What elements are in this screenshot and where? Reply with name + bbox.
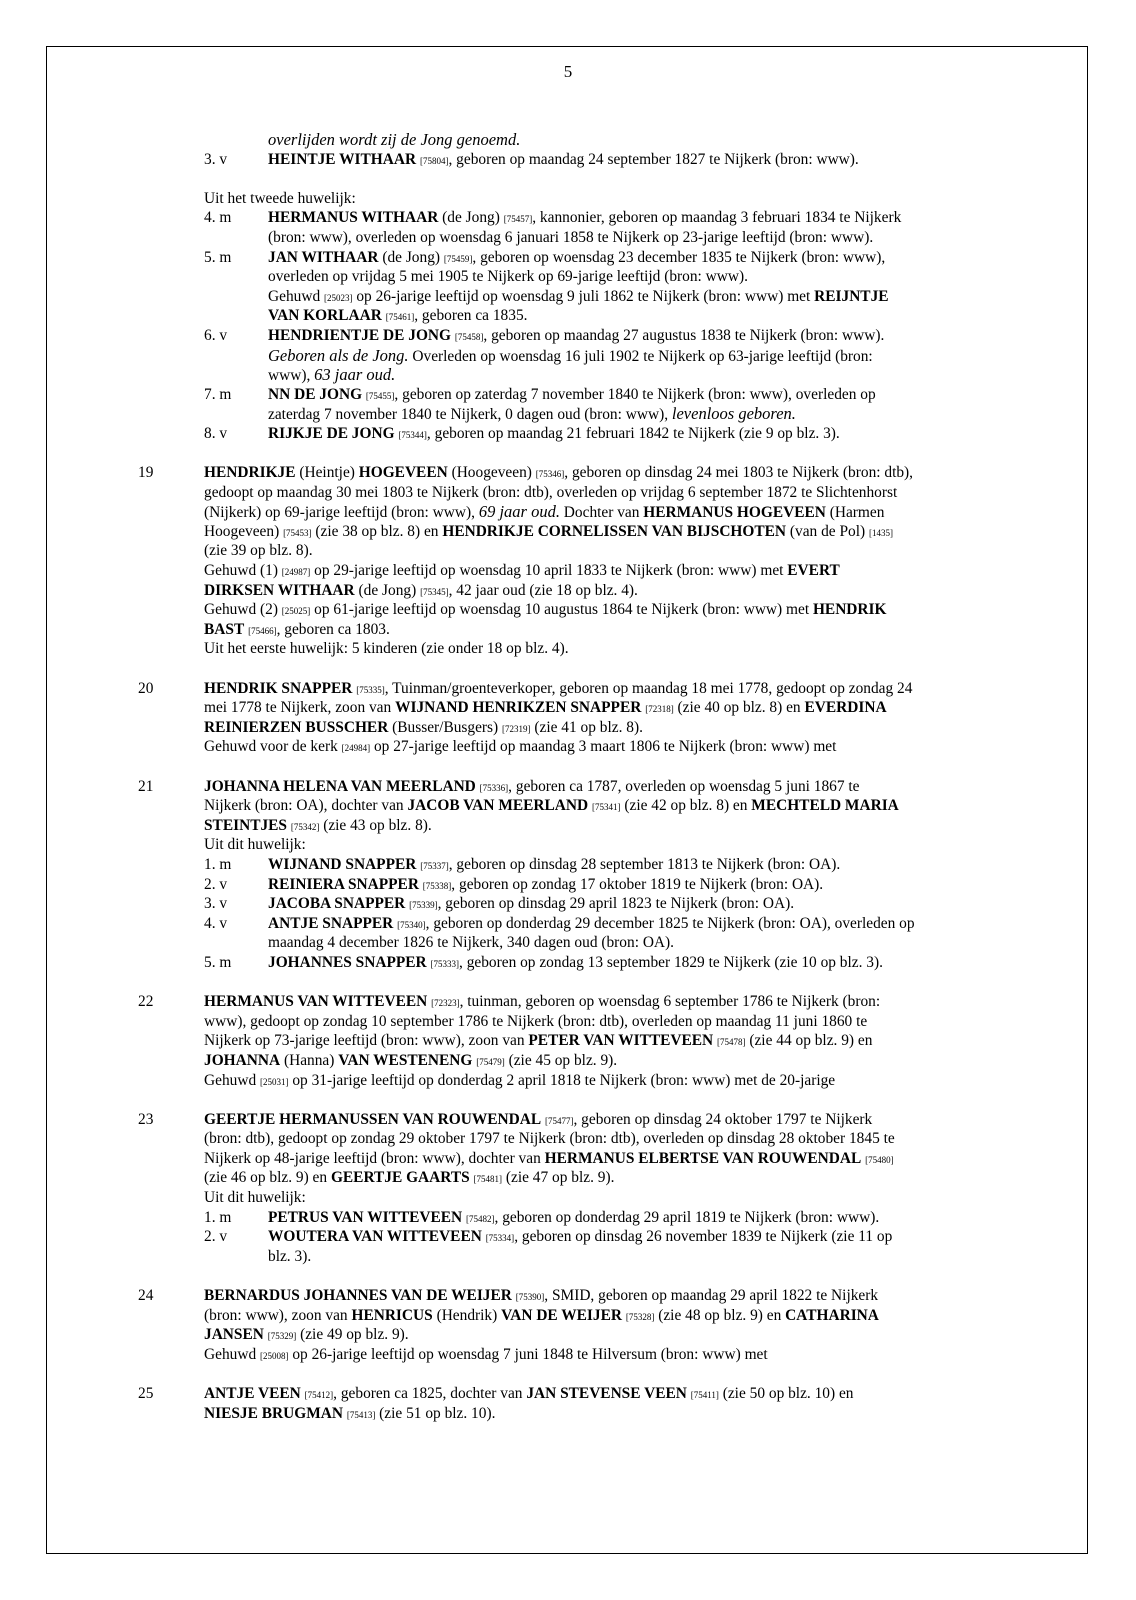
- text-segment: , geboren ca 1787, overleden op woensdag 5 juni 1867 te: [508, 777, 860, 795]
- child-text: [268, 855, 840, 877]
- text-segment: (bron: dtb), gedoopt op zondag 29 oktober 1797 te Nijkerk (bron: dtb), overleden op dinsdag 28 oktober 1845 te: [204, 1130, 895, 1148]
- person-name: STEINTJES: [204, 816, 287, 834]
- person-name: ANTJE SNAPPER: [268, 914, 394, 932]
- text-line: [0, 835, 1136, 855]
- record-id: [75335]: [356, 684, 385, 695]
- text-segment: (Hoogeveen): [447, 464, 536, 482]
- text-line: [0, 600, 1136, 620]
- text-segment: (zie 41 op blz. 8).: [530, 718, 643, 736]
- text-line: [0, 777, 1136, 797]
- text-segment: gedoopt op maandag 30 mei 1803 te Nijkerk (bron: dtb), overleden op vrijdag 6 september 1872 te Slichtenhorst: [204, 483, 898, 501]
- note-italic: 63 jaar oud.: [314, 365, 396, 385]
- person-name: JOHANNA: [204, 1051, 281, 1069]
- line-gap: [0, 169, 1136, 189]
- text-line: [0, 581, 1136, 601]
- person-name: HERMANUS WITHAAR: [268, 209, 439, 227]
- entry-block: [0, 130, 1136, 444]
- text-segment: (Harmen: [825, 504, 885, 522]
- person-name: JOHANNA HELENA VAN MEERLAND: [204, 777, 476, 795]
- block-gap: [0, 1364, 1136, 1384]
- text-line: [0, 1325, 1136, 1345]
- note-italic: 69 jaar oud.: [478, 502, 560, 522]
- text-segment: (zie 49 op blz. 9).: [296, 1326, 409, 1344]
- text-line: [0, 914, 1136, 934]
- block-gap: [0, 1090, 1136, 1110]
- entry-number: 24: [138, 1287, 154, 1305]
- person-name: REINIERZEN BUSSCHER: [204, 718, 389, 736]
- child-text: [268, 248, 885, 270]
- text-segment: , geboren op maandag 27 augustus 1838 te Nijkerk (bron: www).: [483, 326, 885, 344]
- text-line: [0, 1345, 1136, 1365]
- text-line: [0, 326, 1136, 346]
- record-id: [24984]: [341, 743, 371, 754]
- person-name: HERMANUS ELBERTSE VAN ROUWENDAL: [544, 1149, 862, 1167]
- text-line: [0, 365, 1136, 385]
- record-id: [75466]: [248, 625, 277, 636]
- note-italic: Geboren als de Jong.: [268, 345, 409, 365]
- text-segment: www), gedoopt op zondag 10 september 1786 te Nijkerk (bron: dtb), overleden op maandag 11 juni 1860 te: [204, 1012, 868, 1030]
- text-segment: Uit dit huwelijk:: [204, 836, 306, 854]
- text-segment: op 26-jarige leeftijd op woensdag 7 juni 1848 te Hilversum (bron: www) met: [288, 1345, 768, 1363]
- child-code: 6. v: [204, 326, 228, 344]
- text-segment: (de Jong): [354, 581, 421, 599]
- record-id: [25025]: [281, 606, 311, 617]
- person-name: NN DE JONG: [268, 385, 363, 403]
- text-segment: , geboren op donderdag 29 december 1825 te Nijkerk (bron: OA), overleden op: [425, 914, 915, 932]
- person-name: JOHANNES SNAPPER: [268, 953, 427, 971]
- text-segment: (zie 38 op blz. 8) en: [311, 522, 443, 540]
- child-code: 3. v: [204, 150, 228, 168]
- person-name: JACOBA SNAPPER: [268, 895, 406, 913]
- document-body: [0, 130, 1136, 1423]
- record-id: [75804]: [419, 155, 449, 166]
- child-text: [268, 150, 859, 172]
- text-segment: , kannonier, geboren op maandag 3 februari 1834 te Nijkerk: [532, 209, 902, 227]
- text-segment: Overleden op woensdag 16 juli 1902 te Nijkerk op 63-jarige leeftijd (bron:: [408, 347, 873, 365]
- text-line: [0, 1286, 1136, 1306]
- text-line: [0, 1168, 1136, 1188]
- record-id: [75338]: [422, 880, 452, 891]
- record-id: [75329]: [267, 1331, 297, 1342]
- record-id: [75346]: [535, 469, 565, 480]
- text-segment: (zie 45 op blz. 9).: [504, 1051, 618, 1069]
- entry-number: 22: [138, 993, 154, 1011]
- text-line: [0, 1051, 1136, 1071]
- child-text: [268, 875, 823, 897]
- text-line: [0, 992, 1136, 1012]
- text-line: [0, 1110, 1136, 1130]
- text-segment: (van de Pol): [786, 522, 869, 540]
- person-name: PETRUS VAN WITTEVEEN: [268, 1208, 463, 1226]
- person-name: WOUTERA VAN WITTEVEEN: [268, 1228, 482, 1246]
- child-code: 1. m: [204, 855, 232, 873]
- child-text: [268, 385, 876, 407]
- text-line: [0, 1129, 1136, 1149]
- text-segment: overleden op vrijdag 5 mei 1905 te Nijkerk op 69-jarige leeftijd (bron: www).: [268, 268, 748, 286]
- record-id: [75459]: [443, 253, 473, 264]
- text-line: [0, 1149, 1136, 1169]
- text-segment: op 61-jarige leeftijd op woensdag 10 augustus 1864 te Nijkerk (bron: www) met: [310, 601, 813, 619]
- text-line: [0, 1071, 1136, 1091]
- person-name: HENDRIKJE CORNELISSEN VAN BIJSCHOTEN: [442, 522, 787, 540]
- entry-block: [0, 463, 1136, 659]
- child-code: 5. m: [204, 248, 232, 266]
- record-id: [75390]: [515, 1292, 545, 1303]
- text-line: [0, 541, 1136, 561]
- text-line: [0, 639, 1136, 659]
- text-segment: , geboren op donderdag 29 april 1819 te Nijkerk (bron: www).: [494, 1208, 880, 1226]
- record-id: [75336]: [479, 782, 509, 793]
- person-name: HENDRIKJE: [204, 464, 296, 482]
- text-segment: Hoogeveen): [204, 522, 284, 540]
- text-segment: mei 1778 te Nijkerk, zoon van: [204, 699, 396, 717]
- child-code: 7. m: [204, 385, 232, 403]
- text-line: [0, 404, 1136, 424]
- text-line: [0, 1188, 1136, 1208]
- child-code: 3. v: [204, 895, 228, 913]
- text-line: [0, 306, 1136, 326]
- text-segment: (zie 50 op blz. 10) en: [718, 1385, 854, 1402]
- text-segment: Gehuwd: [268, 287, 324, 305]
- text-segment: www),: [268, 367, 315, 385]
- text-segment: (bron: www), overleden op woensdag 6 januari 1858 te Nijkerk op 23-jarige leeftijd (bron: www).: [268, 228, 874, 246]
- person-name: HOGEVEEN: [358, 464, 448, 482]
- text-line: [0, 1208, 1136, 1228]
- record-id: [25023]: [324, 292, 353, 303]
- text-line: [0, 424, 1136, 444]
- person-name: HENDRIENTJE DE JONG: [268, 326, 452, 344]
- entry-block: [0, 1286, 1136, 1364]
- text-segment: , geboren op zondag 13 september 1829 te Nijkerk (zie 10 op blz. 3).: [459, 953, 883, 971]
- person-name: MECHTELD MARIA: [751, 797, 899, 815]
- entry-number: 20: [138, 679, 154, 697]
- person-name: CATHARINA: [785, 1306, 879, 1324]
- record-id: [75328]: [625, 1311, 655, 1322]
- person-name: WIJNAND SNAPPER: [268, 855, 417, 873]
- block-gap: [0, 757, 1136, 777]
- text-segment: Gehuwd: [204, 1071, 260, 1089]
- record-id: [75453]: [283, 527, 312, 538]
- person-name: VAN DE WEIJER: [501, 1306, 622, 1324]
- text-segment: (zie 44 op blz. 9) en: [745, 1032, 873, 1050]
- block-gap: [0, 1266, 1136, 1286]
- text-line: [0, 933, 1136, 953]
- record-id: [75413]: [346, 1409, 376, 1420]
- child-text: [268, 424, 840, 446]
- record-id: [75345]: [420, 586, 449, 597]
- entry-number: 19: [138, 464, 154, 482]
- person-name: JAN STEVENSE VEEN: [526, 1385, 687, 1402]
- text-segment: (zie 43 op blz. 8).: [319, 816, 432, 834]
- child-code: 2. v: [204, 1228, 228, 1246]
- page-number: 5: [563, 62, 573, 81]
- record-id: [1435]: [868, 527, 893, 538]
- text-line: [0, 894, 1136, 914]
- record-id: [75337]: [420, 860, 449, 871]
- person-name: EVERDINA: [804, 699, 887, 717]
- text-segment: Nijkerk op 48-jarige leeftijd (bron: www), dochter van: [204, 1149, 545, 1167]
- text-segment: maandag 4 december 1826 te Nijkerk, 340 dagen oud (bron: OA).: [268, 934, 675, 952]
- person-name: REIJNTJE: [814, 287, 889, 305]
- text-segment: (Heintje): [295, 464, 359, 482]
- text-segment: , tuinman, geboren op woensdag 6 september 1786 te Nijkerk (bron:: [459, 993, 881, 1011]
- child-code: 4. v: [204, 914, 228, 932]
- child-code: 1. m: [204, 1208, 232, 1226]
- block-gap: [0, 444, 1136, 464]
- text-segment: op 29-jarige leeftijd op woensdag 10 april 1833 te Nijkerk (bron: www) met: [310, 562, 788, 580]
- child-text: [268, 894, 794, 916]
- text-line: [0, 953, 1136, 973]
- text-segment: , Tuinman/groenteverkoper, geboren op maandag 18 mei 1778, gedoopt op zondag 24: [384, 679, 913, 697]
- record-id: [75458]: [454, 331, 484, 342]
- text-line: [0, 522, 1136, 542]
- text-segment: (zie 51 op blz. 10).: [375, 1404, 496, 1422]
- record-id: [75479]: [476, 1056, 505, 1067]
- record-id: [25008]: [260, 1350, 289, 1361]
- entry-block: [0, 679, 1136, 757]
- text-line: [0, 267, 1136, 287]
- record-id: [75334]: [485, 1233, 515, 1244]
- person-name: HENRICUS: [351, 1306, 433, 1324]
- person-name: HENDRIK SNAPPER: [204, 679, 353, 697]
- text-segment: Dochter van: [559, 504, 644, 522]
- child-code: 2. v: [204, 875, 228, 893]
- text-line: [0, 737, 1136, 757]
- text-segment: (zie 42 op blz. 8) en: [620, 797, 752, 815]
- person-name: HEINTJE WITHAAR: [268, 150, 417, 168]
- text-line: [0, 855, 1136, 875]
- text-segment: (zie 46 op blz. 9) en: [204, 1169, 331, 1187]
- entry-block: [0, 992, 1136, 1090]
- entry-block: [0, 1384, 1136, 1423]
- text-segment: blz. 3).: [268, 1247, 312, 1265]
- record-id: [75457]: [503, 214, 533, 225]
- record-id: [75412]: [304, 1390, 334, 1400]
- text-line: [0, 463, 1136, 483]
- record-id: [75341]: [592, 802, 621, 813]
- text-segment: (Nijkerk) op 69-jarige leeftijd (bron: www),: [204, 504, 479, 522]
- person-name: NIESJE BRUGMAN: [204, 1404, 343, 1422]
- text-segment: , geboren op dinsdag 24 mei 1803 te Nijkerk (bron: dtb),: [564, 464, 914, 482]
- entry-block: [0, 1110, 1136, 1267]
- text-line: [0, 287, 1136, 307]
- text-segment: , geboren op dinsdag 24 oktober 1797 te Nijkerk: [573, 1110, 873, 1128]
- child-code: 8. v: [204, 424, 228, 442]
- child-text: [268, 208, 901, 230]
- text-line: [0, 248, 1136, 268]
- text-line: [0, 796, 1136, 816]
- text-segment: Nijkerk (bron: OA), dochter van: [204, 797, 408, 815]
- text-line: [0, 385, 1136, 405]
- person-name: HENDRIK: [812, 601, 887, 619]
- note-italic: overlijden wordt zij de Jong genoemd.: [268, 130, 521, 149]
- text-line: [0, 228, 1136, 248]
- person-name: DIRKSEN WITHAAR: [204, 581, 355, 599]
- record-id: [75482]: [466, 1213, 495, 1224]
- text-segment: Nijkerk op 73-jarige leeftijd (bron: www), zoon van: [204, 1032, 529, 1050]
- record-id: [24987]: [281, 567, 311, 578]
- record-id: [75480]: [865, 1154, 894, 1165]
- person-name: GEERTJE HERMANUSSEN VAN ROUWENDAL: [204, 1110, 542, 1128]
- child-code: 4. m: [204, 209, 232, 227]
- text-segment: (Busser/Busgers): [388, 718, 503, 736]
- person-name: VAN KORLAAR: [268, 307, 382, 325]
- text-segment: , geboren op zaterdag 7 november 1840 te Nijkerk (bron: www), overleden op: [394, 385, 876, 403]
- text-segment: (de Jong): [378, 248, 444, 266]
- text-line: [0, 346, 1136, 366]
- person-name: VAN WESTENENG: [338, 1051, 473, 1069]
- text-line: [0, 150, 1136, 170]
- record-id: [75340]: [397, 919, 426, 930]
- text-line: [0, 698, 1136, 718]
- person-name: BERNARDUS JOHANNES VAN DE WEIJER: [204, 1287, 512, 1305]
- record-id: [75339]: [409, 900, 438, 911]
- text-segment: Uit dit huwelijk:: [204, 1189, 306, 1207]
- text-line: [0, 483, 1136, 503]
- text-line: [0, 620, 1136, 640]
- text-segment: , geboren op woensdag 23 december 1835 te Nijkerk (bron: www),: [472, 248, 886, 266]
- text-segment: Gehuwd voor de kerk: [204, 738, 342, 756]
- text-segment: Uit het tweede huwelijk:: [204, 189, 356, 207]
- record-id: [25031]: [260, 1076, 289, 1087]
- text-segment: op 26-jarige leeftijd op woensdag 9 juli 1862 te Nijkerk (bron: www) met: [352, 287, 815, 305]
- person-name: JAN WITHAAR: [268, 248, 379, 266]
- text-line: [0, 1227, 1136, 1247]
- text-segment: Gehuwd (2): [204, 601, 282, 619]
- person-name: WIJNAND HENRIKZEN SNAPPER: [395, 699, 642, 717]
- text-segment: (zie 40 op blz. 8) en: [673, 699, 805, 717]
- note-italic: levenloos geboren.: [671, 404, 796, 424]
- text-segment: , geboren op dinsdag 26 november 1839 te Nijkerk (zie 11 op: [514, 1228, 893, 1246]
- entry-block: [0, 777, 1136, 973]
- record-id: [72319]: [502, 723, 531, 734]
- text-segment: , geboren ca 1835.: [414, 307, 528, 325]
- text-segment: (zie 47 op blz. 9).: [502, 1169, 615, 1187]
- text-segment: (zie 48 op blz. 9) en: [654, 1306, 786, 1324]
- record-id: [75333]: [430, 958, 459, 969]
- block-gap: [0, 659, 1136, 679]
- text-line: [0, 679, 1136, 699]
- text-line: [0, 561, 1136, 581]
- person-name: JANSEN: [204, 1326, 264, 1344]
- text-line: [0, 1404, 1136, 1424]
- record-id: [75481]: [473, 1174, 503, 1185]
- text-segment: (de Jong): [438, 209, 504, 227]
- block-gap: [0, 973, 1136, 993]
- text-segment: Gehuwd: [204, 1345, 260, 1363]
- text-line: [0, 208, 1136, 228]
- text-line: [0, 875, 1136, 895]
- record-id: [72323]: [431, 998, 460, 1009]
- person-name: RIJKJE DE JONG: [268, 424, 395, 442]
- record-id: [72318]: [645, 704, 674, 715]
- text-segment: (zie 39 op blz. 8).: [204, 542, 313, 560]
- person-name: EVERT: [787, 562, 840, 580]
- text-segment: , geboren op dinsdag 29 april 1823 te Nijkerk (bron: OA).: [437, 895, 795, 913]
- text-segment: op 27-jarige leeftijd op maandag 3 maart 1806 te Nijkerk (bron: www) met: [370, 738, 837, 756]
- text-segment: , 42 jaar oud (zie 18 op blz. 4).: [448, 581, 638, 599]
- person-name: ANTJE VEEN: [204, 1385, 301, 1402]
- entry-number: 23: [138, 1110, 154, 1128]
- person-name: GEERTJE GAARTS: [330, 1169, 470, 1187]
- child-text: [268, 326, 884, 348]
- text-line: [0, 189, 1136, 209]
- text-segment: op 31-jarige leeftijd op donderdag 2 april 1818 te Nijkerk (bron: www) met de 20-jarige: [288, 1071, 836, 1089]
- text-segment: , geboren ca 1803.: [276, 620, 390, 638]
- text-line: [0, 502, 1136, 522]
- record-id: [75477]: [544, 1115, 574, 1126]
- text-segment: Uit het eerste huwelijk: 5 kinderen (zie onder 18 op blz. 4).: [204, 640, 569, 658]
- text-segment: , geboren ca 1825, dochter van: [333, 1385, 527, 1402]
- text-segment: , geboren op maandag 21 februari 1842 te Nijkerk (zie 9 op blz. 3).: [426, 424, 840, 442]
- person-name: BAST: [204, 620, 245, 638]
- child-text: [268, 1227, 892, 1249]
- text-segment: Gehuwd (1): [204, 562, 282, 580]
- text-segment: (Hendrik): [432, 1306, 502, 1324]
- person-name: JACOB VAN MEERLAND: [407, 797, 589, 815]
- child-code: 5. m: [204, 953, 232, 971]
- entry-number: 25: [138, 1385, 154, 1402]
- person-name: REINIERA SNAPPER: [268, 875, 419, 893]
- text-segment: , SMID, geboren op maandag 29 april 1822 te Nijkerk: [544, 1287, 879, 1305]
- text-line: [0, 1306, 1136, 1326]
- text-line: [0, 1031, 1136, 1051]
- text-line: [0, 718, 1136, 738]
- text-line: [0, 816, 1136, 836]
- record-id: [75411]: [690, 1390, 719, 1400]
- text-segment: , geboren op dinsdag 28 september 1813 te Nijkerk (bron: OA).: [448, 855, 841, 873]
- text-line: [0, 1384, 1136, 1404]
- record-id: [75461]: [385, 312, 415, 323]
- text-segment: zaterdag 7 november 1840 te Nijkerk, 0 dagen oud (bron: www),: [268, 406, 672, 424]
- text-segment: , geboren op zondag 17 oktober 1819 te Nijkerk (bron: OA).: [451, 875, 824, 893]
- text-line: [0, 1012, 1136, 1032]
- text-segment: (Hanna): [280, 1051, 339, 1069]
- child-text: [268, 1208, 879, 1230]
- entry-number: 21: [138, 777, 154, 795]
- text-line: [0, 130, 1136, 150]
- text-line: [0, 1247, 1136, 1267]
- person-name: HERMANUS VAN WITTEVEEN: [204, 993, 428, 1011]
- record-id: [75455]: [365, 390, 395, 401]
- record-id: [75344]: [398, 429, 427, 440]
- child-text: [268, 953, 883, 975]
- record-id: [75478]: [717, 1037, 746, 1048]
- person-name: HERMANUS HOGEVEEN: [643, 504, 826, 522]
- person-name: PETER VAN WITTEVEEN: [528, 1032, 714, 1050]
- record-id: [75342]: [290, 821, 320, 832]
- text-segment: (bron: www), zoon van: [204, 1306, 352, 1324]
- child-text: [268, 914, 915, 936]
- text-segment: , geboren op maandag 24 september 1827 te Nijkerk (bron: www).: [448, 150, 859, 168]
